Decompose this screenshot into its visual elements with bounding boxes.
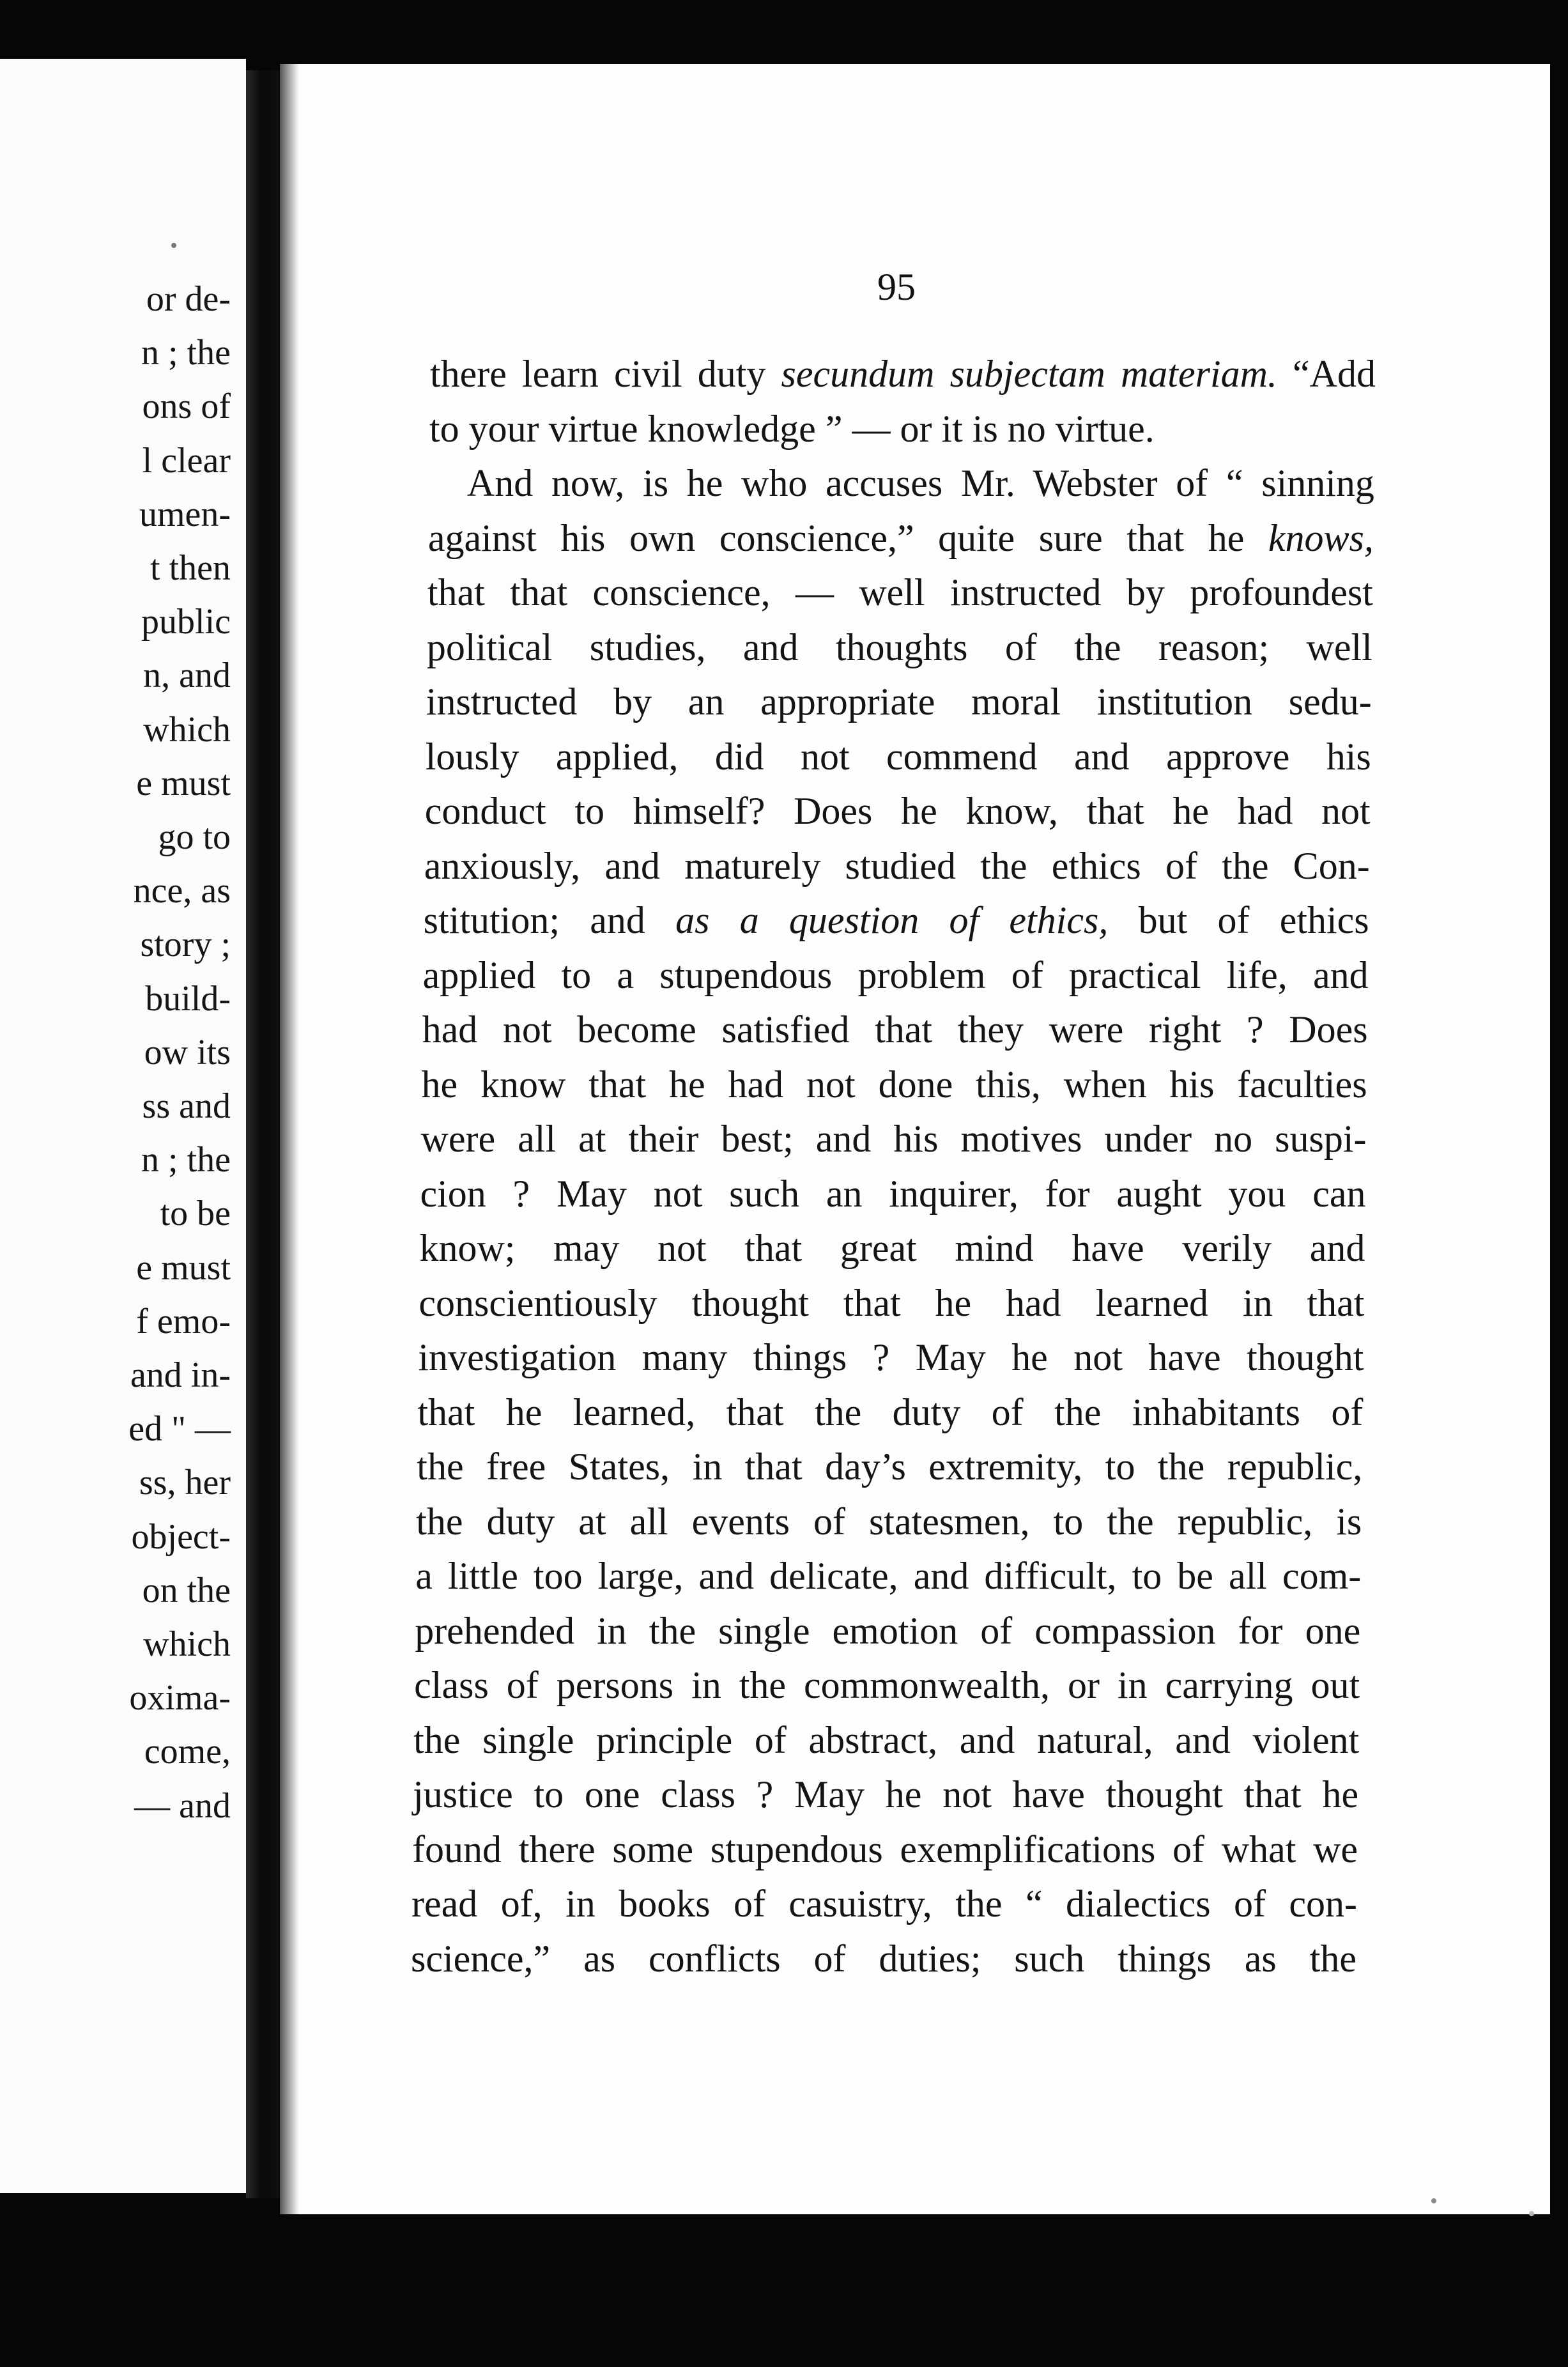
text-line — [419, 1227, 1365, 1270]
book-gutter — [246, 70, 284, 2198]
text-line — [427, 573, 1373, 612]
facing-page-line: oxima- — [129, 1678, 231, 1718]
paper-speck — [1529, 2211, 1534, 2216]
facing-page-line: e must — [136, 763, 231, 803]
facing-page-line: public — [141, 602, 231, 642]
text-line — [423, 899, 1369, 942]
text-run: there learn civil duty — [430, 353, 781, 395]
text-run: class of persons in the commonwealth, or in carrying out — [414, 1664, 1360, 1707]
text-run: the duty at all events of statesmen, to the republic, is — [416, 1500, 1362, 1543]
facing-page-line: or de- — [146, 279, 231, 319]
facing-page-line: umen- — [139, 494, 231, 534]
text-line — [430, 355, 1376, 393]
text-run: stitution; and — [423, 899, 676, 942]
text-run: applied to a stupendous problem of practical life, and — [422, 953, 1369, 996]
text-line — [426, 737, 1371, 776]
italic-phrase: secundum subjectam materiam. — [781, 353, 1277, 395]
text-line — [422, 1065, 1367, 1104]
facing-page-line: ow its — [144, 1032, 231, 1072]
facing-page-line: n ; the — [141, 1140, 231, 1180]
text-line — [427, 516, 1374, 559]
facing-page-line: object- — [131, 1516, 231, 1557]
text-run: the single principle of abstract, and natural, and violent — [413, 1718, 1360, 1761]
page-95 — [280, 64, 1550, 2214]
text-line — [416, 1502, 1362, 1541]
text-line — [427, 628, 1372, 667]
text-run: but of ethics — [1108, 899, 1369, 942]
paper-speck — [171, 243, 176, 248]
text-line — [411, 1885, 1357, 1923]
facing-page-line: f emo- — [136, 1301, 231, 1341]
text-run: that he learned, that the duty of the inhabitants of — [417, 1391, 1364, 1433]
facing-page-line: n ; the — [141, 333, 231, 373]
text-run: know; may not that great mind have verily and — [419, 1227, 1365, 1270]
facing-page-left — [0, 59, 246, 2193]
facing-page-line: e must — [136, 1247, 231, 1288]
text-run: conscientiously thought that he had learned in that — [419, 1281, 1365, 1324]
facing-page-line: which — [143, 1624, 231, 1664]
facing-page-line: nce, as — [133, 871, 231, 911]
text-line — [411, 1939, 1357, 1978]
text-run: that that conscience, — well instructed by profoundest — [427, 571, 1373, 614]
facing-page-line: come, — [144, 1732, 231, 1772]
facing-page-line: and in- — [130, 1355, 231, 1395]
facing-page-line: — and — [134, 1785, 231, 1826]
text-run: the free States, in that day’s extremity, to the republic, — [417, 1446, 1363, 1488]
text-run: to your virtue knowledge ” — or it is no virtue. — [429, 407, 1155, 450]
page-number: 95 — [877, 266, 916, 308]
text-line — [428, 462, 1374, 505]
italic-phrase: knows, — [1268, 516, 1374, 559]
text-line — [419, 1281, 1365, 1324]
text-line — [429, 407, 1375, 450]
facing-page-line: to be — [160, 1194, 231, 1234]
text-run: were all at their best; and his motives under no suspi- — [420, 1118, 1367, 1160]
text-run: instructed by an appropriate moral institution sedu- — [426, 681, 1372, 723]
text-run: political studies, and thoughts of the reason; well — [426, 626, 1372, 668]
text-run: read of, in books of casuistry, the “ dialectics of con- — [411, 1883, 1358, 1925]
text-run: he know that he had not done this, when his faculties — [421, 1063, 1367, 1106]
text-run: “Add — [1277, 353, 1376, 395]
paper-speck — [1431, 2198, 1436, 2203]
facing-page-line: l clear — [142, 440, 231, 481]
text-run: justice to one class ? May he not have thought that he — [413, 1773, 1359, 1816]
facing-page-line: ed " — — [128, 1409, 231, 1449]
text-run: And now, is he who accuses Mr. Webster of “ sinning — [428, 462, 1374, 505]
text-run: prehended in the single emotion of compassion for one — [415, 1609, 1361, 1652]
facing-page-line: on the — [142, 1570, 231, 1610]
text-line — [418, 1336, 1364, 1379]
facing-page-line: n, and — [143, 656, 231, 696]
text-line — [421, 1120, 1367, 1158]
facing-page-line: ss, her — [139, 1463, 231, 1503]
text-run: investigation many things ? May he not have thought — [418, 1336, 1364, 1379]
facing-page-line: ss and — [142, 1086, 231, 1126]
text-run: science,” as conflicts of duties; such things as the — [411, 1938, 1357, 1980]
facing-page-line: story ; — [140, 925, 231, 965]
text-run: anxiously, and maturely studied the ethics of the Con- — [424, 844, 1370, 887]
facing-page-line: go to — [158, 817, 231, 857]
text-line — [415, 1609, 1361, 1652]
text-line — [417, 1447, 1362, 1486]
text-line — [415, 1555, 1362, 1598]
text-run: against his own conscience,” quite sure that he — [427, 516, 1268, 559]
text-run: lously applied, did not commend and approve his — [425, 735, 1371, 778]
text-line — [424, 844, 1370, 887]
facing-page-line: t then — [150, 548, 231, 588]
text-line — [420, 1172, 1366, 1215]
text-line — [414, 1664, 1360, 1707]
text-line — [413, 1718, 1360, 1761]
text-line — [412, 1830, 1358, 1869]
facing-page-line: ons of — [142, 387, 231, 427]
text-line — [413, 1775, 1358, 1814]
text-line — [417, 1393, 1363, 1431]
text-line — [422, 953, 1369, 996]
text-run: a little too large, and delicate, and difficult, to be all com- — [415, 1555, 1362, 1598]
text-run: conduct to himself? Does he know, that he had not — [424, 790, 1371, 833]
page-edge-shadow — [280, 64, 299, 2214]
text-run: found there some stupendous exemplifications of what we — [412, 1828, 1358, 1870]
text-line — [424, 790, 1371, 833]
facing-page-line: build- — [145, 978, 231, 1019]
text-run: cion ? May not such an inquirer, for aught you can — [420, 1172, 1366, 1215]
facing-page-line: which — [143, 709, 231, 750]
text-line — [422, 1010, 1368, 1049]
text-line — [426, 682, 1372, 721]
text-run: had not become satisfied that they were right ? Does — [422, 1008, 1368, 1051]
italic-phrase: as a question of ethics, — [675, 899, 1109, 942]
